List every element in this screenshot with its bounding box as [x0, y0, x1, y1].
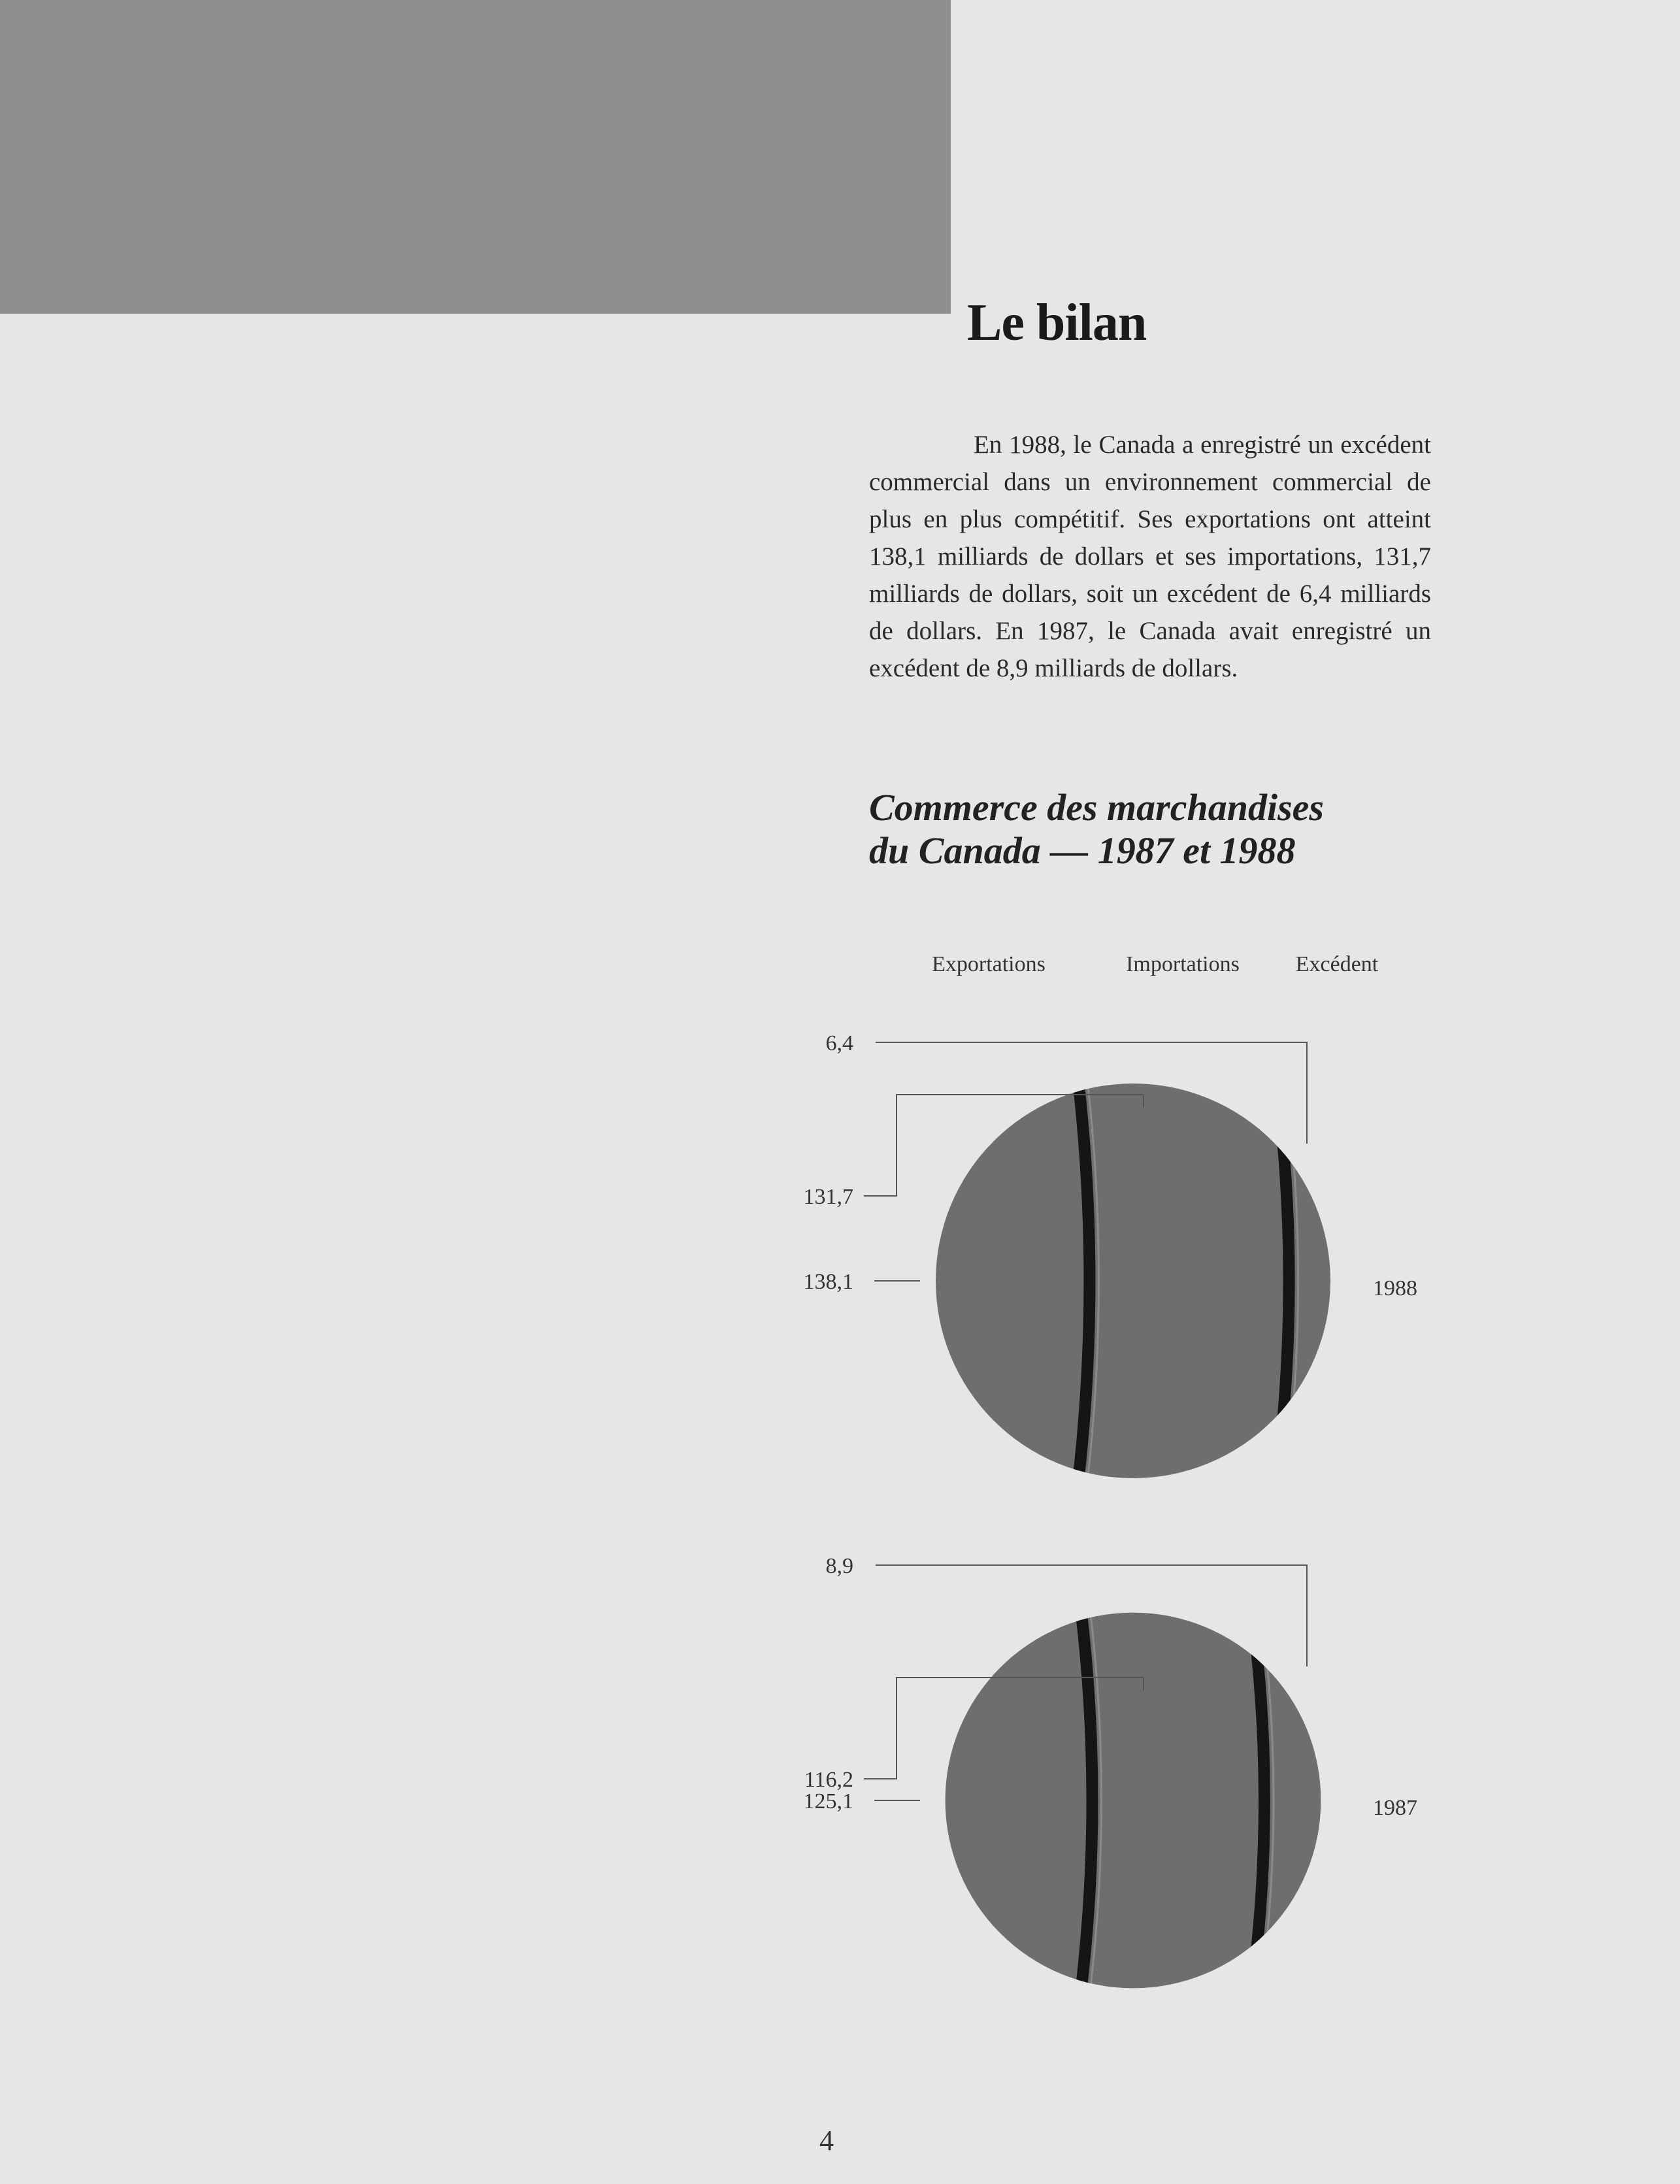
header-block [0, 0, 951, 314]
year-label-1988: 1988 [1373, 1276, 1417, 1300]
surplus-label-1987: 8,9 [825, 1554, 853, 1578]
chart-title [869, 786, 1457, 872]
chart-title-line-1: Commerce des marchandises [869, 786, 1324, 829]
sphere-1988 [936, 1084, 1330, 1478]
imports-label-1987: 116,2 [804, 1768, 853, 1792]
legend-label-0: Exportations [932, 952, 1046, 976]
exports-label-1988: 138,1 [803, 1270, 853, 1294]
imports-label-1988: 131,7 [803, 1185, 853, 1209]
year-label-1987: 1987 [1373, 1796, 1417, 1820]
intro-paragraph: En 1988, le Canada a enregistré un excédent commercial dans un environnement commercial de plus en plus compétitif. Ses exportations ont atteint 138,1 milliards de dollars et ses importations, 131,7 milliards de dollars, soit un excédent de 6,4 milliards de dollars. En 1987, le Canada avait enregistré un excédent de 8,9 milliards de dollars. [869, 431, 1431, 682]
chart-title-line-2: du Canada — 1987 et 1988 [869, 829, 1296, 872]
trade-chart [751, 928, 1470, 2000]
page-title: Le bilan [967, 293, 1147, 352]
surplus-label-1988: 6,4 [825, 1031, 853, 1055]
legend-label-1: Importations [1126, 952, 1240, 976]
page-number: 4 [819, 2125, 834, 2157]
exports-label-1987: 125,1 [803, 1789, 853, 1813]
legend-label-2: Excédent [1295, 952, 1379, 976]
